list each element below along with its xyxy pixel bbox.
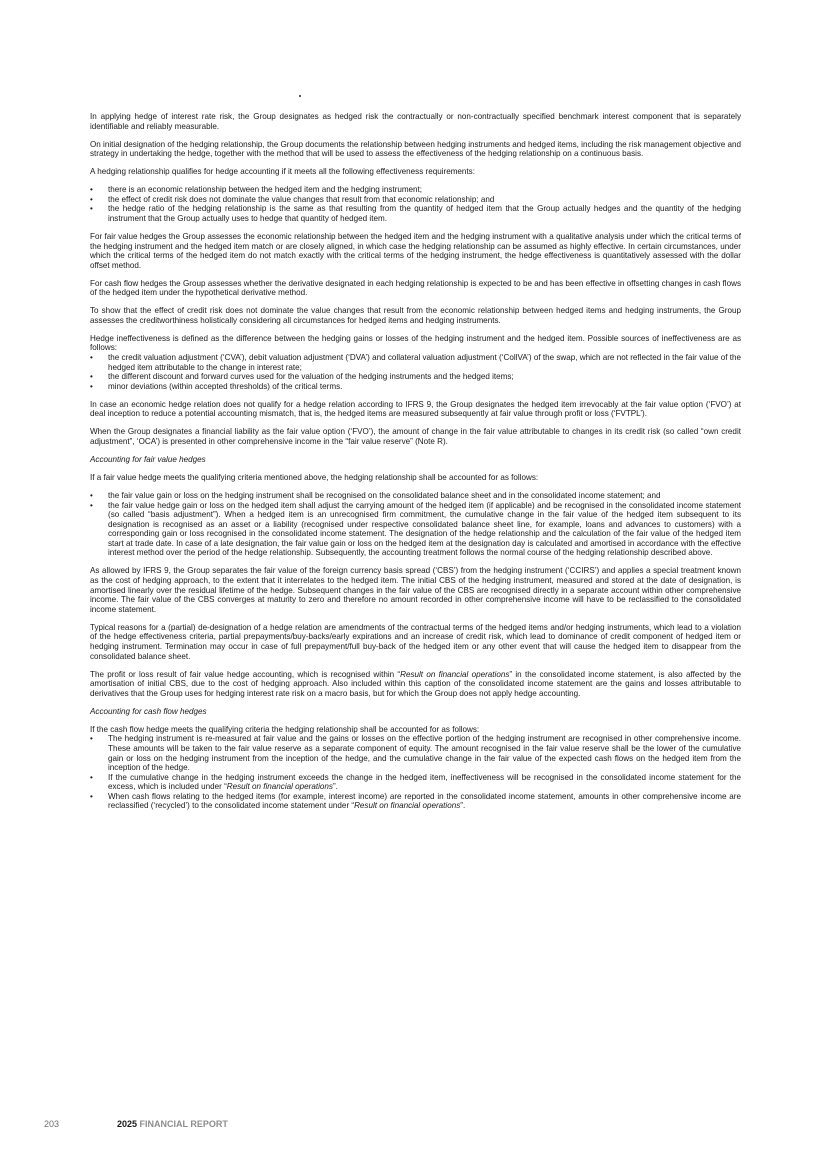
paragraph: In applying hedge of interest rate risk, the Group designates as hedged risk the contractually or non-contractually specified benchmark interest component that is separately identifiable and reliably measurable. — [90, 112, 741, 131]
paragraph: For fair value hedges the Group assesses the economic relationship between the hedged item and the hedging instrument with a qualitative analysis under which the critical terms of the hedging instrument and the hedged item match or are closely aligned, in which case the hedging relationship can be assumed as highly effective. In certain circumstances, under which the critical terms of the hedged item do not match exactly with the critical terms of the hedging instrument, the hedge effectiveness is quantitatively assessed with the dollar offset method. — [90, 231, 741, 270]
paragraph: A hedging relationship qualifies for hedge accounting if it meets all the following effectiveness requirements: — [90, 167, 475, 177]
text-run: ”. — [332, 782, 338, 792]
emphasis: Result on financial operations — [226, 782, 333, 792]
list-item: • the credit valuation adjustment (‘CVA’), debit valuation adjustment (‘DVA’) and collateral valuation adjustment (‘CollVA’) of the swap, which are not reflected in the fair value of the hedged item attributable to the change in interest rate; — [90, 353, 741, 372]
list-item: • the different discount and forward curves used for the valuation of the hedging instruments and the hedged items; — [90, 372, 741, 382]
paragraph: As allowed by IFRS 9, the Group separates the fair value of the foreign currency basis spread (‘CBS’) from the hedging instrument (‘CCIRS’) and applies a special treatment known as the cost of hedging approach, to the extent that it interrelates to the hedged item. The initial CBS of the hedging instrument, measured and stored at the date of designation, is amortised linearly over the residual lifetime of the hedge. Subsequent changes in the fair value of the CBS are recognised directly in a separate account within other comprehensive income. The fair value of the CBS converges at maturity to zero and therefore no amount recorded in other comprehensive income will have to be reclassified to the consolidated income statement. — [90, 566, 741, 614]
text-run: The profit or loss result of fair value hedge accounting, which is recognised within “ — [90, 669, 401, 679]
text-run: ”. — [460, 801, 466, 811]
paragraph: To show that the effect of credit risk does not dominate the value changes that result from the economic relationship between hedged items and hedging instruments, the Group assesses the creditworthiness holistically considering all circumstances for hedged items and hedging instruments. — [90, 306, 741, 325]
list-item: • minor deviations (within accepted thresholds) of the critical terms. — [90, 382, 741, 392]
emphasis: Result on financial operations — [400, 669, 510, 679]
text-run: ” in the consolidated income statement, is also affected by the amortisation of initial CBS, due to the cost of hedging approach. Also included within this caption of the consolidated income statement are the gains and losses attributable to derivatives that the Group uses for hedging interest rate risk on a macro basis, but for which the Group does not apply hedge accounting. — [90, 669, 741, 698]
emphasis: Result on financial operations — [354, 801, 461, 811]
document-body — [90, 112, 741, 819]
effectiveness-requirements-list — [90, 185, 741, 223]
paragraph: In case an economic hedge relation does not qualify for a hedge relation according to IFRS 9, the Group designates the hedged item irrevocably at the fair value option (‘FVO’) at deal inception to reduce a potential accounting mismatch, that is, the hedged items are measured subsequently at fair value through profit or loss (‘FVTPL’). — [90, 399, 741, 419]
report-year: 2025 — [117, 1119, 138, 1129]
section-heading-cash-flow-hedges: Accounting for cash flow hedges — [90, 706, 207, 716]
list-item: • the fair value hedge gain or loss on the hedged item shall adjust the carrying amount of the hedged item (if applicable) and be recognised in the consolidated income statement (so called “basis adjustment”). When a hedged item is an unrecognised firm commitment, the cumulative change in the fair value of the hedged item subsequent to its designation is recognised as an asset or a liability (recognised under respective consolidated balance sheet line, for example, loans and advances to customers) with a corresponding gain or loss recognised in the consolidated income statement. The designation of the hedge relationship and the calculation of the fair value of the hedged item start at trade date. In case of a late designation, the fair value gain or loss on the hedged item at the designation day is calculated and amortised in accordance with the effective interest method over the period of the hedge relationship. Subsequently, the accounting treatment follows the normal course of the hedging relationship described above. — [90, 501, 741, 559]
text-run: If the cumulative change in the hedging instrument exceeds the change in the hedged item, ineffectiveness will be recognised in the consolidated income statement for the excess, which is included under “ — [108, 772, 741, 792]
list-item — [90, 792, 741, 811]
list-item: • the fair value gain or loss on the hedging instrument shall be recognised on the consolidated balance sheet and in the consolidated income statement; and — [90, 491, 741, 501]
paragraph: Hedge ineffectiveness is defined as the difference between the hedging gains or losses of the hedging instrument and the hedged item. Possible sources of ineffectiveness are as follows: — [90, 333, 741, 353]
list-item: • The hedging instrument is re-measured at fair value and the gains or losses on the effective portion of the hedging instrument are recognised in other comprehensive income. These amounts will be taken to the fair value reserve as a separate component of equity. The amount recognised in the fair value reserve shall be the lower of the cumulative gain or loss on the hedging instrument from the inception of the hedge, and the cumulative change in the fair value of the expected cash flows on the hedged item from the inception of the hedge. — [90, 734, 741, 772]
paragraph: If the cash flow hedge meets the qualifying criteria the hedging relationship shall be accounted for as follows: — [90, 724, 480, 734]
list-item: • the effect of credit risk does not dominate the value changes that result from that economic relationship; and — [90, 195, 741, 205]
list-item — [90, 773, 741, 792]
fair-value-hedge-list — [90, 491, 741, 558]
paragraph: Typical reasons for a (partial) de-designation of a hedge relation are amendments of the contractual terms of the hedged items and/or hedging instruments, which lead to a violation of the hedge effectiveness criteria, partial prepayments/buy-backs/early expirations and an increase of credit risk, which lead to dominance of credit component of hedged item or hedging instrument. Termination may occur in case of full prepayment/full buy-back of the hedged item or any other event that will cause the hedged item to disappear from the consolidated balance sheet. — [90, 622, 741, 661]
list-item: • the hedge ratio of the hedging relationship is the same as that resulting from the quantity of hedged item that the Group actually hedges and the quantity of the hedging instrument that the Group actually uses to hedge that quantity of hedged item. — [90, 204, 741, 223]
text-run: When cash flows relating to the hedged items (for example, interest income) are reported in the consolidated income statement, amounts in other comprehensive income are reclassified (‘recycled’) to the consolidated income statement under “ — [108, 791, 741, 811]
ineffectiveness-sources-list — [90, 353, 741, 391]
report-label: FINANCIAL REPORT — [139, 1119, 228, 1129]
paragraph — [90, 670, 741, 699]
paragraph: On initial designation of the hedging relationship, the Group documents the relationship between hedging instruments and hedged items, including the risk management objective and strategy in undertaking the hedge, together with the method that will be used to assess the effectiveness of the hedging relationship on a continuous basis. — [90, 139, 741, 159]
paragraph: When the Group designates a financial liability as the fair value option (‘FVO’), the amount of change in the fair value attributable to changes in its credit risk (so called “own credit adjustment”, ‘OCA’) is presented in other comprehensive income in the “fair value reserve” (Note R). — [90, 427, 741, 446]
section-heading-fair-value-hedges: Accounting for fair value hedges — [90, 454, 206, 464]
cash-flow-hedge-list — [90, 734, 741, 811]
paragraph: For cash flow hedges the Group assesses whether the derivative designated in each hedging relationship is expected to be and has been effective in offsetting changes in cash flows of the hedged item under the hypothetical derivative method. — [90, 278, 741, 298]
paragraph: If a fair value hedge meets the qualifying criteria mentioned above, the hedging relationship shall be accounted for as follows: — [90, 472, 539, 482]
page-mark — [299, 95, 301, 97]
list-item: • there is an economic relationship between the hedged item and the hedging instrument; — [90, 185, 741, 195]
page-number: 203 — [44, 1119, 60, 1129]
report-title — [117, 1119, 228, 1129]
